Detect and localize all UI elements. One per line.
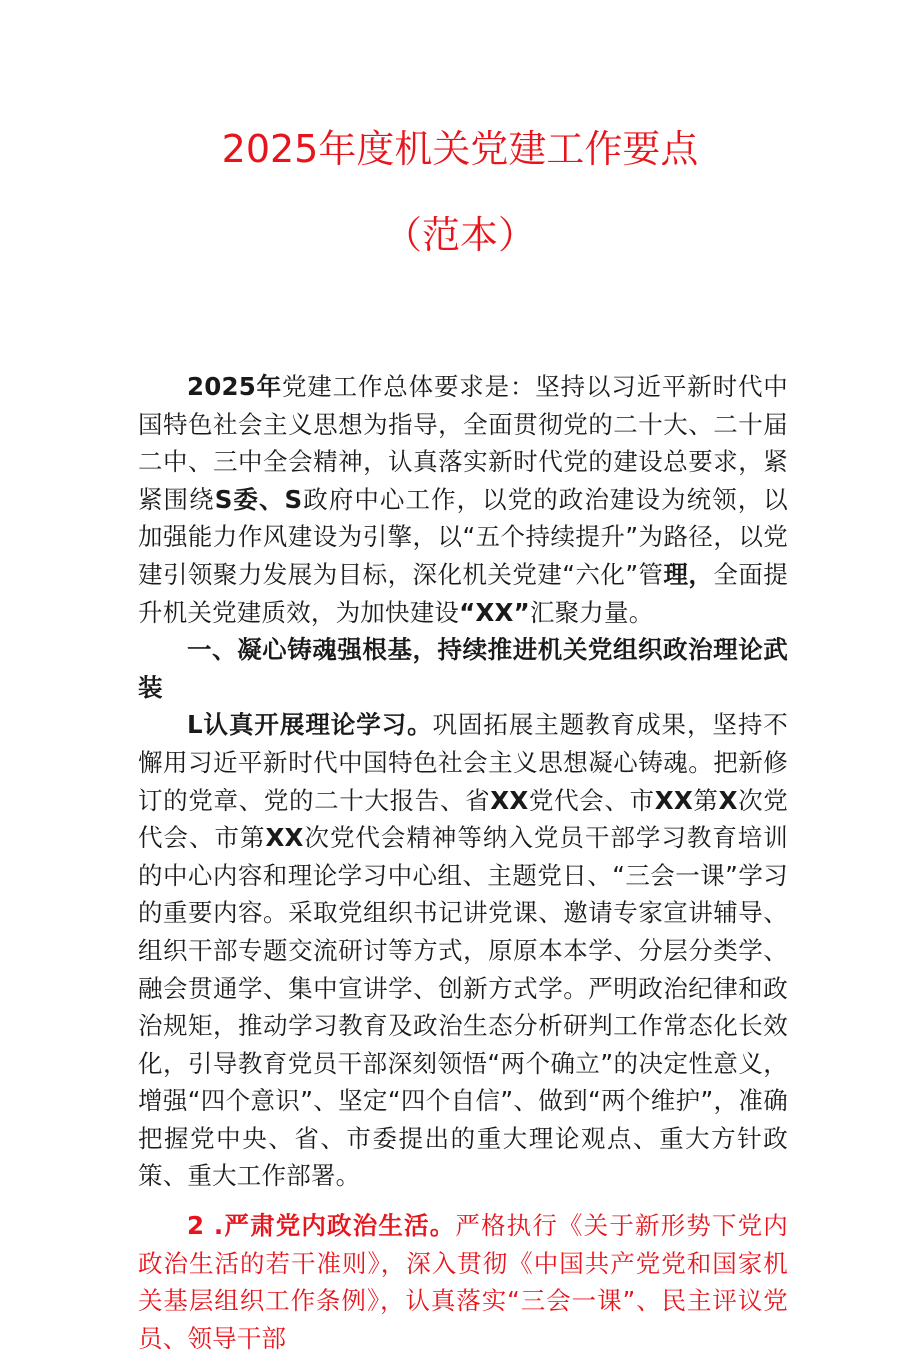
- item1-paragraph: [138, 706, 788, 1195]
- item1-text-c: 第: [692, 785, 719, 815]
- intro-paragraph: [138, 368, 788, 631]
- item2-text: 严格执行《关于新形势下党内政治生活的若干准则》，深入贯彻《中国共产党党和国家机关基层组织工作条例》，认真落实“三会一课”、民主评议党员、领导干部: [138, 1211, 788, 1353]
- item2-title: 2 .严肃党内政治生活。: [187, 1211, 456, 1241]
- document-body: [138, 368, 788, 1357]
- item2-paragraph: [138, 1207, 788, 1357]
- item1-bold-a: XX: [490, 785, 529, 815]
- intro-bold-c: “XX”: [459, 597, 530, 627]
- intro-text-a: 党建工作总体要求是：坚持以习近平新时代中国特色社会主义思想为指导，全面贯彻党的二十大、二十届二中、三中全会精神，认真落实新时代党的建设总要求，紧紧围绕: [138, 372, 788, 514]
- intro-lead: 2025年: [187, 372, 282, 401]
- intro-text-b: 政府中心工作，以党的政治建设为统领，以加强能力作风建设为引擎，以“五个持续提升”为路径，以党建引领聚力发展为目标，深化机关党建“六化”管: [138, 484, 788, 589]
- intro-text-c: 全面提升机关党建质效，为加快建设: [138, 559, 788, 627]
- item1-bold-c: X: [718, 785, 738, 815]
- intro-bold-a: S委、S: [214, 484, 303, 514]
- item1-text-d: 次党代会、市第: [138, 785, 788, 853]
- section-heading: 一、凝心铸魂强根基，持续推进机关党组织政治理论武装: [138, 635, 788, 702]
- item1-bold-b: XX: [654, 785, 693, 815]
- document-subtitle: （范本）: [383, 213, 536, 257]
- item1-text-a: 巩固拓展主题教育成果，坚持不懈用习近平新时代中国特色社会主义思想凝心铸魂。把新修订的党章、党的二十大报告、省: [138, 710, 788, 815]
- document-title: 2025年度机关党建工作要点: [221, 127, 699, 171]
- item1-text-b: 党代会、市: [528, 785, 655, 815]
- item1-title: L认真开展理论学习。: [187, 710, 433, 740]
- item1-bold-d: XX: [265, 823, 304, 853]
- intro-text-d: 汇聚力量。: [529, 597, 654, 627]
- item1-text-e: 次党代会精神等纳入党员干部学习教育培训的中心内容和理论学习中心组、主题党日、“三会一课”学习的重要内容。采取党组织书记讲党课、邀请专家宣讲辅导、组织干部专题交流研讨等方式，原原本本学、分层分类学、融会贯通学、集中宣讲学、创新方式学。严明政治纪律和政治规矩，推动学习教育及政治生态分析研判工作常态化长效化，引导教育党员干部深刻领悟“两个确立”的决定性意义，增强“四个意识”、坚定“四个自信”、做到“两个维护”，准确把握党中央、省、市委提出的重大理论观点、重大方针政策、重大工作部署。: [138, 823, 788, 1191]
- intro-bold-b: 理，: [663, 559, 714, 589]
